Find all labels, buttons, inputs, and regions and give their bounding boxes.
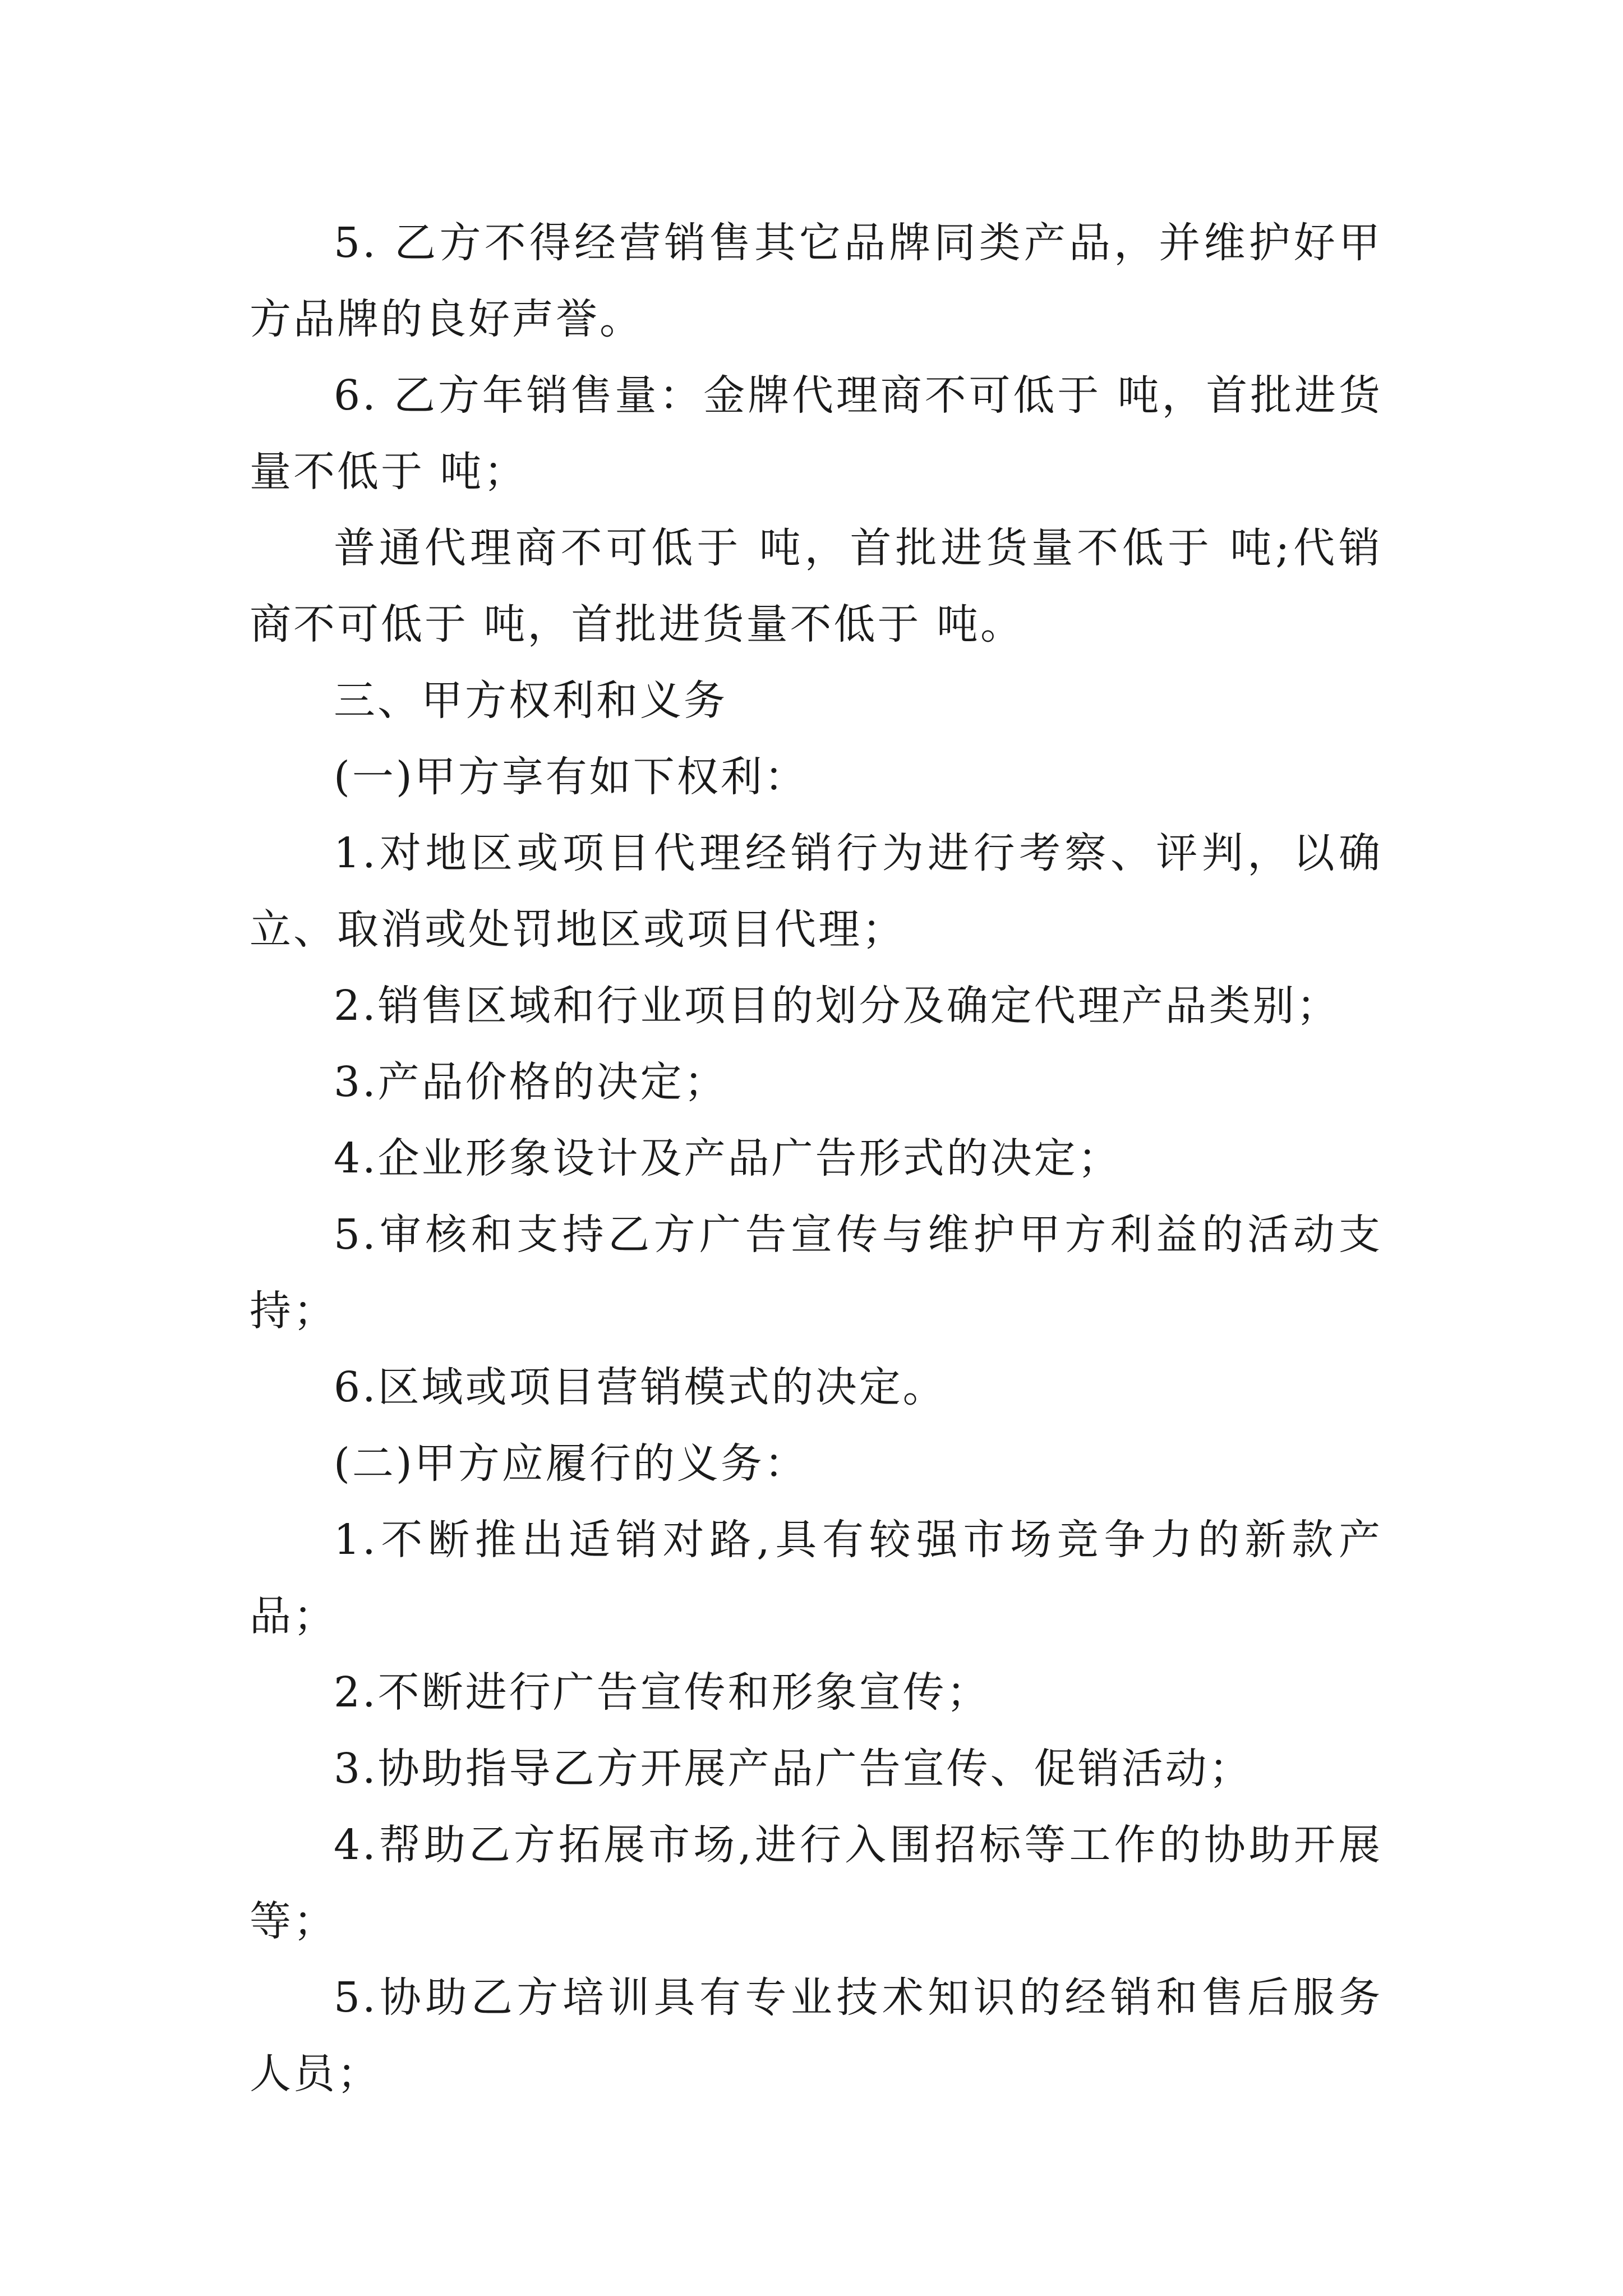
right-item-2: 2.销售区域和行业项目的划分及确定代理产品类别； xyxy=(334,982,1340,1030)
document-body xyxy=(250,205,1382,2112)
right-item-4: 4.企业形象设计及产品广告形式的决定； xyxy=(334,1134,1122,1182)
right-item-5: 5.审核和支持乙方广告宣传与维护甲方利益的活动支持； xyxy=(250,1211,1382,1335)
obligation-item-5: 5.协助乙方培训具有专业技术知识的经销和售后服务人员； xyxy=(250,1973,1382,2098)
subsection-heading-obligations: (二)甲方应履行的义务： xyxy=(334,1439,808,1488)
obligation-item-4: 4.帮助乙方拓展市场,进行入围招标等工作的协助开展等； xyxy=(250,1821,1382,1945)
paragraph-1: 5. 乙方不得经营销售其它品牌同类产品，并维护好甲方品牌的良好声誉。 xyxy=(250,219,1382,343)
right-item-6: 6.区域或项目营销模式的决定。 xyxy=(334,1363,947,1411)
obligation-item-1: 1.不断推出适销对路,具有较强市场竞争力的新款产品； xyxy=(250,1516,1382,1640)
paragraph-2: 6. 乙方年销售量：金牌代理商不可低于 吨，首批进货量不低于 吨； xyxy=(250,371,1382,496)
paragraph-3: 普通代理商不可低于 吨，首批进货量不低于 吨;代销商不可低于 吨，首批进货量不低于 吨。 xyxy=(250,524,1382,648)
subsection-heading-rights: (一)甲方享有如下权利： xyxy=(334,753,808,801)
obligation-item-3: 3.协助指导乙方开展产品广告宣传、促销活动； xyxy=(334,1745,1253,1793)
right-item-3: 3.产品价格的决定； xyxy=(334,1058,728,1106)
section-heading-3: 三、甲方权利和义务 xyxy=(334,677,727,725)
obligation-item-2: 2.不断进行广告宣传和形象宣传； xyxy=(334,1668,990,1717)
right-item-1: 1.对地区或项目代理经销行为进行考察、评判，以确立、取消或处罚地区或项目代理； xyxy=(250,829,1382,954)
